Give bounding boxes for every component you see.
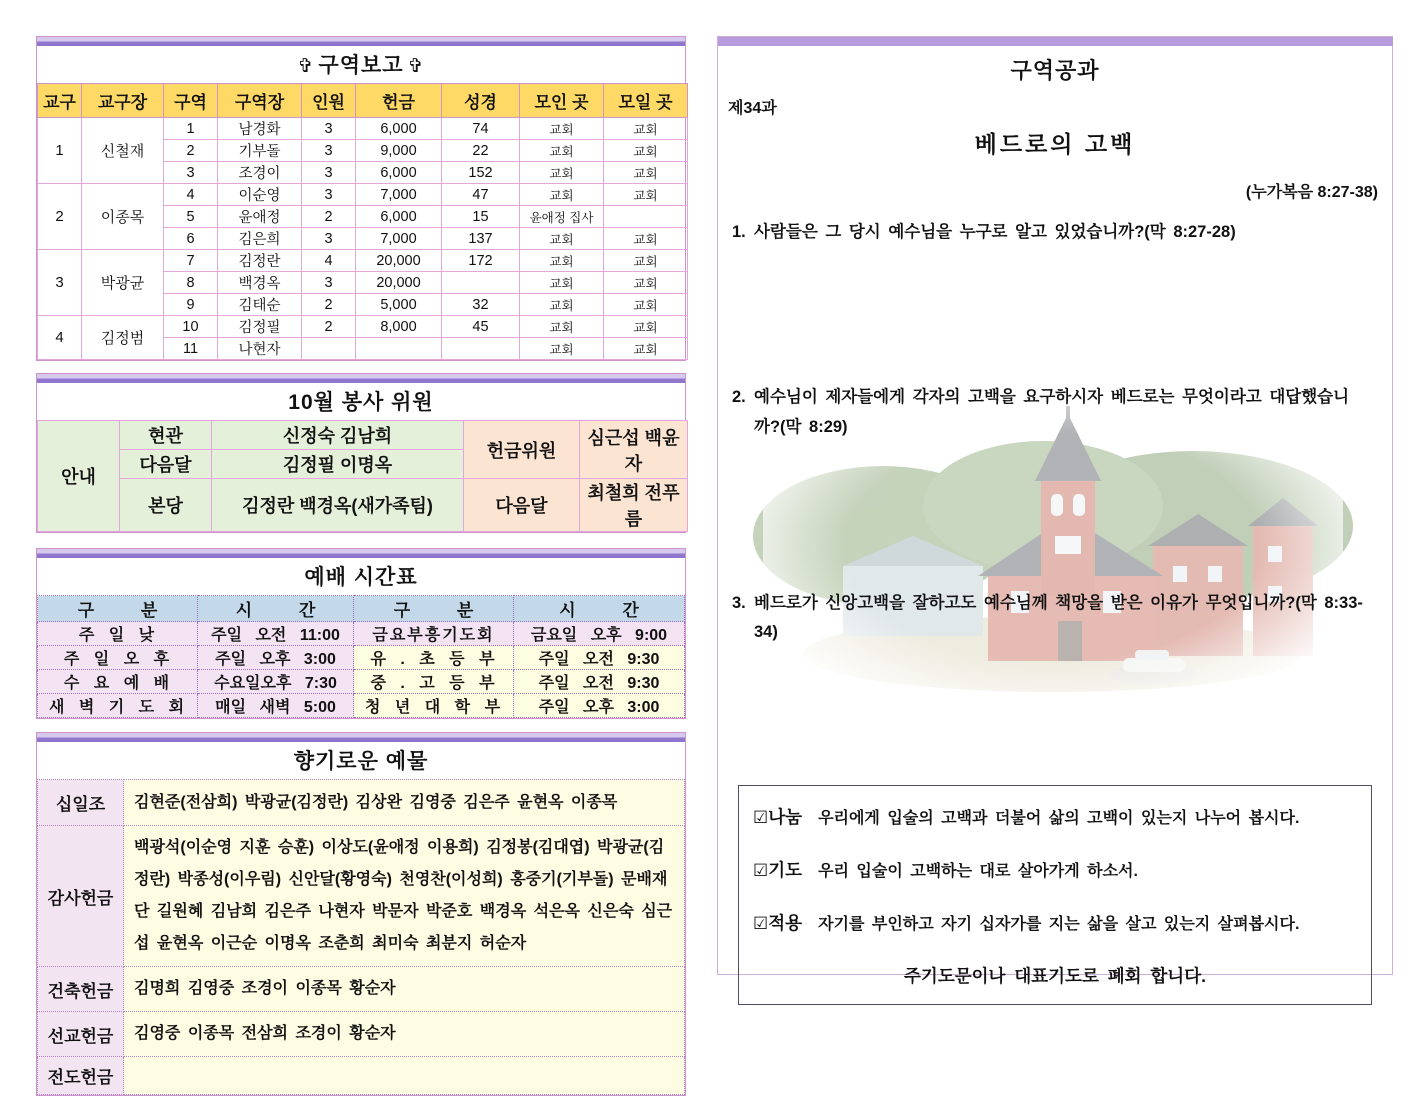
cell-zone-no: 11 xyxy=(164,338,218,360)
district-report-section xyxy=(36,36,686,361)
cell-zone-leader: 기부돌 xyxy=(218,140,302,162)
closing-item-text: 자기를 부인하고 자기 십자가를 지는 삶을 살고 있는지 살펴봅시다. xyxy=(818,916,1300,933)
cell-district-leader: 박광균 xyxy=(82,250,164,316)
question-text: 예수님이 제자들에게 각자의 고백을 요구하시자 베드로는 무엇이라고 대답했습니까?(막 8:29) xyxy=(754,388,1350,436)
cell-met-place: 교회 xyxy=(520,228,604,250)
col-header: 교구장 xyxy=(82,84,164,118)
cell-offering-names xyxy=(124,1057,685,1095)
cross-icon: ✞ xyxy=(407,56,425,77)
cell-offering-type: 전도헌금 xyxy=(38,1057,124,1095)
lesson-question xyxy=(732,383,1374,442)
cell-zone-no: 4 xyxy=(164,184,218,206)
cell-members: 3 xyxy=(302,118,356,140)
cell-members: 3 xyxy=(302,184,356,206)
cell-zone-no: 10 xyxy=(164,316,218,338)
cell-met-place: 교회 xyxy=(520,184,604,206)
cell-service-time: 수요일오후 7:30 xyxy=(198,670,354,694)
cell-names: 김정필 이명옥 xyxy=(212,450,464,479)
service-committee-table xyxy=(37,420,688,532)
cell-offering-committee-names: 심근섭 백윤자 xyxy=(580,421,688,479)
cell-place: 다음달 xyxy=(120,450,212,479)
table-row xyxy=(38,694,685,718)
cell-met-place: 교회 xyxy=(520,294,604,316)
section-accent-bar xyxy=(37,549,685,558)
cell-offering: 7,000 xyxy=(356,228,442,250)
cell-service-time: 주일 오후 3:00 xyxy=(198,646,354,670)
closing-item-label: 기도 xyxy=(768,860,803,880)
cell-members: 3 xyxy=(302,228,356,250)
cell-service-time: 매일 새벽 5:00 xyxy=(198,694,354,718)
cell-next-month-names: 최철희 전푸름 xyxy=(580,479,688,532)
cell-service-type: 주 일 오 후 xyxy=(38,646,198,670)
service-committee-title: 10월 봉사 위원 xyxy=(37,383,685,420)
cell-meet-place: 교회 xyxy=(604,338,688,360)
district-report-title xyxy=(37,46,685,83)
table-row xyxy=(38,421,688,450)
worship-schedule-section xyxy=(36,548,686,719)
cell-service-type: 금요부흥기도회 xyxy=(354,622,514,646)
cell-service-type: 청 년 대 학 부 xyxy=(354,694,514,718)
scripture-reference: (누가복음 8:27-38) xyxy=(1245,183,1378,201)
district-report-table xyxy=(37,83,688,360)
cell-offering: 6,000 xyxy=(356,162,442,184)
cell-place: 본당 xyxy=(120,479,212,532)
cell-offering-names: 김영중 이종목 전삼희 조경이 황순자 xyxy=(124,1012,685,1057)
cell-offering: 5,000 xyxy=(356,294,442,316)
cell-meet-place: 교회 xyxy=(604,316,688,338)
cell-zone-leader: 윤애정 xyxy=(218,206,302,228)
closing-item xyxy=(753,910,1357,935)
cell-members: 2 xyxy=(302,294,356,316)
cell-offering-names: 김현준(전삼희) 박광균(김정란) 김상완 김영중 김은주 윤현옥 이종목 xyxy=(124,780,685,826)
table-row xyxy=(38,780,685,826)
cell-place: 현관 xyxy=(120,421,212,450)
col-header: 구 분 xyxy=(354,596,514,622)
cell-bible: 32 xyxy=(442,294,520,316)
col-header: 성경 xyxy=(442,84,520,118)
question-text: 사람들은 그 당시 예수님을 누구로 알고 있었습니까?(막 8:27-28) xyxy=(754,222,1236,241)
cell-zone-leader: 백경옥 xyxy=(218,272,302,294)
cell-zone-leader: 김태순 xyxy=(218,294,302,316)
cell-zone-no: 6 xyxy=(164,228,218,250)
cell-members: 3 xyxy=(302,162,356,184)
cell-bible: 47 xyxy=(442,184,520,206)
lesson-question xyxy=(732,589,1374,648)
closing-item-text: 우리 입술이 고백하는 대로 살아가게 하소서. xyxy=(818,863,1138,880)
cell-district: 1 xyxy=(38,118,82,184)
lesson-question xyxy=(732,218,1374,248)
cell-zone-leader: 조경이 xyxy=(218,162,302,184)
cross-icon: ✞ xyxy=(297,56,315,77)
cell-members: 3 xyxy=(302,272,356,294)
col-header: 시 간 xyxy=(198,596,354,622)
table-row xyxy=(38,826,685,967)
cell-service-time: 주일 오전 9:30 xyxy=(514,670,685,694)
cell-meet-place: 교회 xyxy=(604,228,688,250)
cell-district: 2 xyxy=(38,184,82,250)
service-committee-section xyxy=(36,373,686,533)
table-row xyxy=(38,622,685,646)
col-header: 시 간 xyxy=(514,596,685,622)
worship-schedule-table xyxy=(37,595,685,718)
col-header: 모인 곳 xyxy=(520,84,604,118)
section-accent-bar xyxy=(37,374,685,383)
cell-zone-no: 3 xyxy=(164,162,218,184)
cell-district-leader: 신철재 xyxy=(82,118,164,184)
cell-zone-no: 7 xyxy=(164,250,218,272)
col-header: 구역 xyxy=(164,84,218,118)
cell-zone-leader: 김정필 xyxy=(218,316,302,338)
cell-members xyxy=(302,338,356,360)
cell-meet-place: 교회 xyxy=(604,184,688,206)
closing-item-text: 우리에게 입술의 고백과 더불어 삶의 고백이 있는지 나누어 봅시다. xyxy=(818,810,1300,827)
checkbox-checked-icon: ☑ xyxy=(753,861,769,880)
cell-zone-leader: 나현자 xyxy=(218,338,302,360)
lesson-panel-title: 구역공과 xyxy=(1010,57,1100,83)
cell-bible xyxy=(442,272,520,294)
cell-zone-no: 9 xyxy=(164,294,218,316)
table-header-row xyxy=(38,596,685,622)
cell-met-place: 교회 xyxy=(520,140,604,162)
cell-names: 신정숙 김남희 xyxy=(212,421,464,450)
cell-bible: 74 xyxy=(442,118,520,140)
cell-service-time: 주일 오전 11:00 xyxy=(198,622,354,646)
cell-bible: 172 xyxy=(442,250,520,272)
question-number: 1. xyxy=(732,222,746,241)
table-row xyxy=(38,316,688,338)
table-row xyxy=(38,670,685,694)
checkbox-checked-icon: ☑ xyxy=(753,808,769,827)
cell-next-month-label: 다음달 xyxy=(464,479,580,532)
cell-bible xyxy=(442,338,520,360)
cell-met-place: 교회 xyxy=(520,338,604,360)
cell-bible: 15 xyxy=(442,206,520,228)
cell-bible: 137 xyxy=(442,228,520,250)
lesson-number: 제34과 xyxy=(728,99,777,117)
cell-offering-type: 선교헌금 xyxy=(38,1012,124,1057)
col-header: 구역장 xyxy=(218,84,302,118)
cell-zone-leader: 이순영 xyxy=(218,184,302,206)
table-row xyxy=(38,646,685,670)
cell-guide-label: 안내 xyxy=(38,421,120,532)
cell-bible: 152 xyxy=(442,162,520,184)
cell-offering xyxy=(356,338,442,360)
cell-district: 3 xyxy=(38,250,82,316)
lesson-title: 베드로의 고백 xyxy=(974,130,1136,157)
table-row xyxy=(38,479,688,532)
cell-met-place: 교회 xyxy=(520,118,604,140)
cell-district-leader: 이종목 xyxy=(82,184,164,250)
cell-offering: 6,000 xyxy=(356,118,442,140)
cell-bible: 22 xyxy=(442,140,520,162)
table-header-row xyxy=(38,84,688,118)
cell-offering-names: 백광석(이순영 지훈 승훈) 이상도(윤애정 이용희) 김정봉(김대엽) 박광균(김정란) 박종성(이우림) 신안달(황영숙) 천영찬(이성희) 홍중기(기부돌) 문배재단 길원혜 김남희 김은주 나현자 박문자 박준호 백경옥 석은옥 신은숙 심근섭 윤현옥 이근순 이명옥 조춘희 최미숙 최분지 허순자 xyxy=(124,826,685,967)
cell-offering: 20,000 xyxy=(356,250,442,272)
cell-zone-no: 2 xyxy=(164,140,218,162)
cell-offering: 7,000 xyxy=(356,184,442,206)
cell-offering: 20,000 xyxy=(356,272,442,294)
cell-service-time: 금요일 오후 9:00 xyxy=(514,622,685,646)
cell-zone-no: 8 xyxy=(164,272,218,294)
cell-bible: 45 xyxy=(442,316,520,338)
col-header: 헌금 xyxy=(356,84,442,118)
offerings-table xyxy=(37,779,685,1095)
cell-zone-no: 5 xyxy=(164,206,218,228)
cell-meet-place: 교회 xyxy=(604,294,688,316)
cell-zone-leader: 남경화 xyxy=(218,118,302,140)
cell-offering-type: 감사헌금 xyxy=(38,826,124,967)
offerings-title: 향기로운 예물 xyxy=(37,742,685,779)
question-number: 2. xyxy=(732,388,746,407)
cell-meet-place: 교회 xyxy=(604,118,688,140)
section-accent-bar xyxy=(37,37,685,46)
closing-item-label: 적용 xyxy=(768,913,803,933)
cell-service-time: 주일 오전 9:30 xyxy=(514,646,685,670)
cell-zone-leader: 김정란 xyxy=(218,250,302,272)
cell-zone-leader: 김은희 xyxy=(218,228,302,250)
closing-item-label: 나눔 xyxy=(768,807,803,827)
question-text: 베드로가 신앙고백을 잘하고도 예수님께 책망을 받은 이유가 무엇입니까?(막 8:33-34) xyxy=(754,593,1363,642)
table-row xyxy=(38,184,688,206)
section-accent-bar xyxy=(718,37,1393,46)
cell-service-type: 주 일 낮 xyxy=(38,622,198,646)
cell-meet-place xyxy=(604,206,688,228)
closing-box xyxy=(738,785,1372,1005)
question-number: 3. xyxy=(732,593,746,612)
cell-offering-names: 김명희 김영중 조경이 이종목 황순자 xyxy=(124,967,685,1012)
worship-schedule-title: 예배 시간표 xyxy=(37,558,685,595)
cell-service-type: 새 벽 기 도 회 xyxy=(38,694,198,718)
table-row xyxy=(38,967,685,1012)
cell-service-time: 주일 오후 3:00 xyxy=(514,694,685,718)
closing-item xyxy=(753,857,1357,882)
cell-service-type: 수 요 예 배 xyxy=(38,670,198,694)
lesson-panel xyxy=(717,36,1393,986)
closing-item xyxy=(753,804,1357,829)
cell-offering: 8,000 xyxy=(356,316,442,338)
col-header: 인원 xyxy=(302,84,356,118)
cell-meet-place: 교회 xyxy=(604,162,688,184)
cell-offering-type: 십일조 xyxy=(38,780,124,826)
cell-offering: 9,000 xyxy=(356,140,442,162)
cell-offering: 6,000 xyxy=(356,206,442,228)
checkbox-checked-icon: ☑ xyxy=(753,914,769,933)
cell-meet-place: 교회 xyxy=(604,250,688,272)
cell-members: 3 xyxy=(302,140,356,162)
col-header: 구 분 xyxy=(38,596,198,622)
table-row xyxy=(38,118,688,140)
cell-zone-no: 1 xyxy=(164,118,218,140)
table-row xyxy=(38,1012,685,1057)
cell-members: 2 xyxy=(302,316,356,338)
cell-met-place: 교회 xyxy=(520,250,604,272)
section-title-text: 구역보고 xyxy=(318,54,404,77)
cell-met-place: 교회 xyxy=(520,272,604,294)
cell-offering-type: 건축헌금 xyxy=(38,967,124,1012)
cell-members: 4 xyxy=(302,250,356,272)
cell-names: 김정란 백경옥(새가족팀) xyxy=(212,479,464,532)
col-header: 모일 곳 xyxy=(604,84,688,118)
cell-service-type: 유 . 초 등 부 xyxy=(354,646,514,670)
cell-district-leader: 김정범 xyxy=(82,316,164,360)
section-accent-bar xyxy=(37,733,685,742)
cell-service-type: 중 . 고 등 부 xyxy=(354,670,514,694)
table-row xyxy=(38,1057,685,1095)
cell-offering-committee-label: 헌금위원 xyxy=(464,421,580,479)
col-header: 교구 xyxy=(38,84,82,118)
table-row xyxy=(38,250,688,272)
cell-meet-place: 교회 xyxy=(604,272,688,294)
cell-met-place: 교회 xyxy=(520,316,604,338)
cell-members: 2 xyxy=(302,206,356,228)
cell-met-place: 교회 xyxy=(520,162,604,184)
offerings-section xyxy=(36,732,686,1096)
left-column xyxy=(36,36,686,1096)
cell-meet-place: 교회 xyxy=(604,140,688,162)
closing-statement: 주기도문이나 대표기도로 폐회 합니다. xyxy=(904,966,1206,986)
cell-met-place: 윤애정 집사 xyxy=(520,206,604,228)
cell-district: 4 xyxy=(38,316,82,360)
